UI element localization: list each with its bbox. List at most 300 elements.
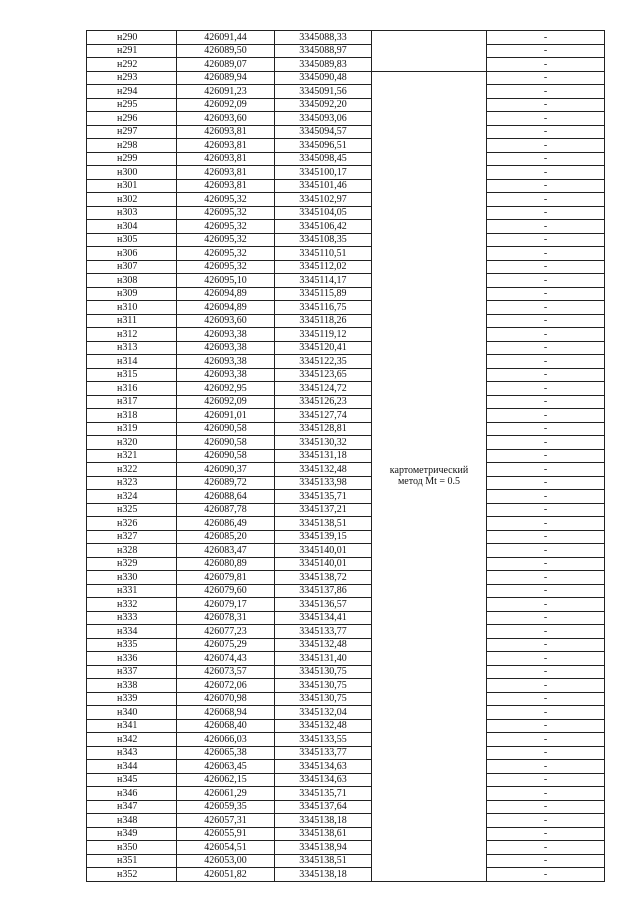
note-cell: - (487, 611, 605, 625)
table-row (87, 152, 605, 166)
y-coordinate-cell: 3345134,41 (275, 611, 372, 625)
note-cell: - (487, 530, 605, 544)
x-coordinate-cell: 426095,32 (177, 220, 275, 234)
note-cell: - (487, 638, 605, 652)
table-row (87, 706, 605, 720)
table-row (87, 611, 605, 625)
x-coordinate-cell: 426061,29 (177, 787, 275, 801)
note-cell: - (487, 112, 605, 126)
table-row (87, 733, 605, 747)
table-row (87, 58, 605, 72)
x-coordinate-cell: 426095,32 (177, 260, 275, 274)
table-row (87, 544, 605, 558)
y-coordinate-cell: 3345118,26 (275, 314, 372, 328)
point-id-cell: н349 (87, 827, 177, 841)
point-id-cell: н322 (87, 463, 177, 477)
x-coordinate-cell: 426054,51 (177, 841, 275, 855)
y-coordinate-cell: 3345133,77 (275, 746, 372, 760)
y-coordinate-cell: 3345088,33 (275, 31, 372, 45)
table-row (87, 125, 605, 139)
table-row (87, 139, 605, 153)
x-coordinate-cell: 426093,60 (177, 112, 275, 126)
point-id-cell: н304 (87, 220, 177, 234)
y-coordinate-cell: 3345098,45 (275, 152, 372, 166)
y-coordinate-cell: 3345138,61 (275, 827, 372, 841)
x-coordinate-cell: 426055,91 (177, 827, 275, 841)
table-row (87, 598, 605, 612)
note-cell: - (487, 58, 605, 72)
x-coordinate-cell: 426093,81 (177, 125, 275, 139)
x-coordinate-cell: 426059,35 (177, 800, 275, 814)
point-id-cell: н306 (87, 247, 177, 261)
point-id-cell: н291 (87, 44, 177, 58)
point-id-cell: н290 (87, 31, 177, 45)
note-cell: - (487, 665, 605, 679)
point-id-cell: н311 (87, 314, 177, 328)
x-coordinate-cell: 426095,32 (177, 233, 275, 247)
note-cell: - (487, 220, 605, 234)
table-row (87, 449, 605, 463)
point-id-cell: н339 (87, 692, 177, 706)
x-coordinate-cell: 426095,32 (177, 206, 275, 220)
table-row (87, 854, 605, 868)
coordinates-table (86, 30, 605, 882)
y-coordinate-cell: 3345133,55 (275, 733, 372, 747)
y-coordinate-cell: 3345139,15 (275, 530, 372, 544)
y-coordinate-cell: 3345094,57 (275, 125, 372, 139)
y-coordinate-cell: 3345140,01 (275, 544, 372, 558)
point-id-cell: н330 (87, 571, 177, 585)
table-row (87, 800, 605, 814)
note-cell: - (487, 476, 605, 490)
y-coordinate-cell: 3345092,20 (275, 98, 372, 112)
point-id-cell: н341 (87, 719, 177, 733)
y-coordinate-cell: 3345124,72 (275, 382, 372, 396)
point-id-cell: н325 (87, 503, 177, 517)
note-cell: - (487, 409, 605, 423)
note-cell: - (487, 463, 605, 477)
x-coordinate-cell: 426091,23 (177, 85, 275, 99)
table-row (87, 341, 605, 355)
note-cell: - (487, 368, 605, 382)
x-coordinate-cell: 426090,58 (177, 436, 275, 450)
y-coordinate-cell: 3345133,77 (275, 625, 372, 639)
point-id-cell: н342 (87, 733, 177, 747)
y-coordinate-cell: 3345138,51 (275, 854, 372, 868)
point-id-cell: н303 (87, 206, 177, 220)
point-id-cell: н305 (87, 233, 177, 247)
point-id-cell: н310 (87, 301, 177, 315)
note-cell: - (487, 152, 605, 166)
y-coordinate-cell: 3345138,18 (275, 814, 372, 828)
note-cell: - (487, 287, 605, 301)
point-id-cell: н328 (87, 544, 177, 558)
y-coordinate-cell: 3345138,18 (275, 868, 372, 882)
x-coordinate-cell: 426092,09 (177, 395, 275, 409)
x-coordinate-cell: 426095,32 (177, 193, 275, 207)
y-coordinate-cell: 3345138,94 (275, 841, 372, 855)
table-row (87, 247, 605, 261)
table-row (87, 233, 605, 247)
x-coordinate-cell: 426066,03 (177, 733, 275, 747)
note-cell: - (487, 31, 605, 45)
note-cell: - (487, 719, 605, 733)
point-id-cell: н337 (87, 665, 177, 679)
point-id-cell: н309 (87, 287, 177, 301)
point-id-cell: н302 (87, 193, 177, 207)
point-id-cell: н295 (87, 98, 177, 112)
y-coordinate-cell: 3345112,02 (275, 260, 372, 274)
table-row (87, 760, 605, 774)
note-cell: - (487, 233, 605, 247)
y-coordinate-cell: 3345090,48 (275, 71, 372, 85)
note-cell: - (487, 827, 605, 841)
table-row (87, 719, 605, 733)
point-id-cell: н347 (87, 800, 177, 814)
x-coordinate-cell: 426073,57 (177, 665, 275, 679)
table-row (87, 557, 605, 571)
y-coordinate-cell: 3345136,57 (275, 598, 372, 612)
x-coordinate-cell: 426053,00 (177, 854, 275, 868)
x-coordinate-cell: 426087,78 (177, 503, 275, 517)
note-cell: - (487, 679, 605, 693)
note-cell: - (487, 706, 605, 720)
note-cell: - (487, 98, 605, 112)
point-id-cell: н318 (87, 409, 177, 423)
note-cell: - (487, 314, 605, 328)
note-cell: - (487, 544, 605, 558)
y-coordinate-cell: 3345138,51 (275, 517, 372, 531)
point-id-cell: н346 (87, 787, 177, 801)
note-cell: - (487, 692, 605, 706)
x-coordinate-cell: 426089,50 (177, 44, 275, 58)
x-coordinate-cell: 426094,89 (177, 301, 275, 315)
y-coordinate-cell: 3345123,65 (275, 368, 372, 382)
table-row (87, 44, 605, 58)
x-coordinate-cell: 426051,82 (177, 868, 275, 882)
x-coordinate-cell: 426079,17 (177, 598, 275, 612)
y-coordinate-cell: 3345133,98 (275, 476, 372, 490)
y-coordinate-cell: 3345130,32 (275, 436, 372, 450)
method-line-2: метод Mt = 0.5 (397, 476, 461, 487)
note-cell: - (487, 571, 605, 585)
note-cell: - (487, 436, 605, 450)
y-coordinate-cell: 3345126,23 (275, 395, 372, 409)
point-id-cell: н313 (87, 341, 177, 355)
y-coordinate-cell: 3345101,46 (275, 179, 372, 193)
note-cell: - (487, 814, 605, 828)
y-coordinate-cell: 3345120,41 (275, 341, 372, 355)
y-coordinate-cell: 3345128,81 (275, 422, 372, 436)
y-coordinate-cell: 3345091,56 (275, 85, 372, 99)
coordinates-table-body (87, 31, 605, 882)
y-coordinate-cell: 3345134,63 (275, 760, 372, 774)
table-row (87, 665, 605, 679)
table-row (87, 314, 605, 328)
table-row (87, 517, 605, 531)
note-cell: - (487, 449, 605, 463)
note-cell: - (487, 179, 605, 193)
note-cell: - (487, 733, 605, 747)
x-coordinate-cell: 426093,81 (177, 166, 275, 180)
method-cell (372, 71, 487, 881)
note-cell: - (487, 868, 605, 882)
table-row (87, 463, 605, 477)
point-id-cell: н299 (87, 152, 177, 166)
note-cell: - (487, 422, 605, 436)
y-coordinate-cell: 3345102,97 (275, 193, 372, 207)
y-coordinate-cell: 3345131,40 (275, 652, 372, 666)
table-row (87, 166, 605, 180)
x-coordinate-cell: 426093,38 (177, 341, 275, 355)
y-coordinate-cell: 3345108,35 (275, 233, 372, 247)
x-coordinate-cell: 426065,38 (177, 746, 275, 760)
table-row (87, 625, 605, 639)
x-coordinate-cell: 426080,89 (177, 557, 275, 571)
note-cell: - (487, 382, 605, 396)
note-cell: - (487, 260, 605, 274)
x-coordinate-cell: 426093,81 (177, 139, 275, 153)
table-row (87, 220, 605, 234)
point-id-cell: н324 (87, 490, 177, 504)
x-coordinate-cell: 426057,31 (177, 814, 275, 828)
note-cell: - (487, 787, 605, 801)
note-cell: - (487, 517, 605, 531)
table-row (87, 476, 605, 490)
note-cell: - (487, 301, 605, 315)
point-id-cell: н352 (87, 868, 177, 882)
y-coordinate-cell: 3345122,35 (275, 355, 372, 369)
x-coordinate-cell: 426072,06 (177, 679, 275, 693)
table-row (87, 571, 605, 585)
note-cell: - (487, 341, 605, 355)
x-coordinate-cell: 426088,64 (177, 490, 275, 504)
table-row (87, 287, 605, 301)
note-cell: - (487, 490, 605, 504)
point-id-cell: н293 (87, 71, 177, 85)
x-coordinate-cell: 426089,07 (177, 58, 275, 72)
point-id-cell: н300 (87, 166, 177, 180)
table-row (87, 355, 605, 369)
x-coordinate-cell: 426095,32 (177, 247, 275, 261)
point-id-cell: н320 (87, 436, 177, 450)
note-cell: - (487, 139, 605, 153)
table-row (87, 652, 605, 666)
y-coordinate-cell: 3345127,74 (275, 409, 372, 423)
y-coordinate-cell: 3345130,75 (275, 665, 372, 679)
y-coordinate-cell: 3345135,71 (275, 490, 372, 504)
y-coordinate-cell: 3345089,83 (275, 58, 372, 72)
x-coordinate-cell: 426091,01 (177, 409, 275, 423)
note-cell: - (487, 625, 605, 639)
point-id-cell: н351 (87, 854, 177, 868)
x-coordinate-cell: 426090,58 (177, 449, 275, 463)
note-cell: - (487, 760, 605, 774)
table-row (87, 787, 605, 801)
table-row (87, 773, 605, 787)
point-id-cell: н343 (87, 746, 177, 760)
point-id-cell: н294 (87, 85, 177, 99)
y-coordinate-cell: 3345093,06 (275, 112, 372, 126)
x-coordinate-cell: 426083,47 (177, 544, 275, 558)
x-coordinate-cell: 426090,58 (177, 422, 275, 436)
note-cell: - (487, 557, 605, 571)
point-id-cell: н340 (87, 706, 177, 720)
note-cell: - (487, 503, 605, 517)
point-id-cell: н312 (87, 328, 177, 342)
point-id-cell: н292 (87, 58, 177, 72)
table-row (87, 274, 605, 288)
x-coordinate-cell: 426089,72 (177, 476, 275, 490)
x-coordinate-cell: 426079,81 (177, 571, 275, 585)
x-coordinate-cell: 426085,20 (177, 530, 275, 544)
table-row (87, 395, 605, 409)
point-id-cell: н334 (87, 625, 177, 639)
x-coordinate-cell: 426077,23 (177, 625, 275, 639)
table-row (87, 638, 605, 652)
note-cell: - (487, 166, 605, 180)
y-coordinate-cell: 3345132,48 (275, 463, 372, 477)
y-coordinate-cell: 3345138,72 (275, 571, 372, 585)
point-id-cell: н350 (87, 841, 177, 855)
table-row (87, 112, 605, 126)
table-row (87, 827, 605, 841)
point-id-cell: н301 (87, 179, 177, 193)
point-id-cell: н317 (87, 395, 177, 409)
y-coordinate-cell: 3345096,51 (275, 139, 372, 153)
note-cell: - (487, 71, 605, 85)
table-row (87, 98, 605, 112)
y-coordinate-cell: 3345088,97 (275, 44, 372, 58)
table-row (87, 746, 605, 760)
point-id-cell: н345 (87, 773, 177, 787)
table-row (87, 193, 605, 207)
table-row (87, 490, 605, 504)
x-coordinate-cell: 426093,38 (177, 328, 275, 342)
table-row (87, 328, 605, 342)
x-coordinate-cell: 426092,95 (177, 382, 275, 396)
point-id-cell: н296 (87, 112, 177, 126)
y-coordinate-cell: 3345140,01 (275, 557, 372, 571)
note-cell: - (487, 206, 605, 220)
point-id-cell: н331 (87, 584, 177, 598)
note-cell: - (487, 746, 605, 760)
note-cell: - (487, 247, 605, 261)
point-id-cell: н329 (87, 557, 177, 571)
point-id-cell: н333 (87, 611, 177, 625)
note-cell: - (487, 355, 605, 369)
note-cell: - (487, 584, 605, 598)
x-coordinate-cell: 426078,31 (177, 611, 275, 625)
table-row (87, 206, 605, 220)
x-coordinate-cell: 426095,10 (177, 274, 275, 288)
x-coordinate-cell: 426079,60 (177, 584, 275, 598)
note-cell: - (487, 773, 605, 787)
point-id-cell: н326 (87, 517, 177, 531)
point-id-cell: н335 (87, 638, 177, 652)
table-row (87, 71, 605, 85)
note-cell: - (487, 125, 605, 139)
note-cell: - (487, 274, 605, 288)
point-id-cell: н297 (87, 125, 177, 139)
x-coordinate-cell: 426074,43 (177, 652, 275, 666)
note-cell: - (487, 85, 605, 99)
table-row (87, 382, 605, 396)
x-coordinate-cell: 426091,44 (177, 31, 275, 45)
point-id-cell: н348 (87, 814, 177, 828)
y-coordinate-cell: 3345114,17 (275, 274, 372, 288)
method-line-1: картометрический (389, 465, 469, 476)
x-coordinate-cell: 426090,37 (177, 463, 275, 477)
y-coordinate-cell: 3345132,04 (275, 706, 372, 720)
note-cell: - (487, 598, 605, 612)
y-coordinate-cell: 3345134,63 (275, 773, 372, 787)
point-id-cell: н308 (87, 274, 177, 288)
x-coordinate-cell: 426062,15 (177, 773, 275, 787)
x-coordinate-cell: 426070,98 (177, 692, 275, 706)
table-row (87, 368, 605, 382)
x-coordinate-cell: 426093,81 (177, 152, 275, 166)
table-row (87, 85, 605, 99)
y-coordinate-cell: 3345130,75 (275, 692, 372, 706)
note-cell: - (487, 44, 605, 58)
x-coordinate-cell: 426094,89 (177, 287, 275, 301)
note-cell: - (487, 652, 605, 666)
point-id-cell: н307 (87, 260, 177, 274)
table-row (87, 679, 605, 693)
point-id-cell: н338 (87, 679, 177, 693)
note-cell: - (487, 841, 605, 855)
point-id-cell: н298 (87, 139, 177, 153)
x-coordinate-cell: 426093,81 (177, 179, 275, 193)
point-id-cell: н323 (87, 476, 177, 490)
y-coordinate-cell: 3345130,75 (275, 679, 372, 693)
table-row (87, 260, 605, 274)
table-row (87, 868, 605, 882)
table-row (87, 422, 605, 436)
y-coordinate-cell: 3345119,12 (275, 328, 372, 342)
x-coordinate-cell: 426093,38 (177, 368, 275, 382)
table-row (87, 530, 605, 544)
x-coordinate-cell: 426068,40 (177, 719, 275, 733)
x-coordinate-cell: 426089,94 (177, 71, 275, 85)
point-id-cell: н315 (87, 368, 177, 382)
point-id-cell: н327 (87, 530, 177, 544)
x-coordinate-cell: 426093,38 (177, 355, 275, 369)
x-coordinate-cell: 426093,60 (177, 314, 275, 328)
point-id-cell: н332 (87, 598, 177, 612)
y-coordinate-cell: 3345132,48 (275, 719, 372, 733)
note-cell: - (487, 800, 605, 814)
table-row (87, 31, 605, 45)
y-coordinate-cell: 3345116,75 (275, 301, 372, 315)
point-id-cell: н316 (87, 382, 177, 396)
x-coordinate-cell: 426075,29 (177, 638, 275, 652)
x-coordinate-cell: 426068,94 (177, 706, 275, 720)
table-row (87, 841, 605, 855)
table-row (87, 179, 605, 193)
y-coordinate-cell: 3345110,51 (275, 247, 372, 261)
point-id-cell: н336 (87, 652, 177, 666)
y-coordinate-cell: 3345137,21 (275, 503, 372, 517)
y-coordinate-cell: 3345131,18 (275, 449, 372, 463)
point-id-cell: н314 (87, 355, 177, 369)
note-cell: - (487, 193, 605, 207)
note-cell: - (487, 395, 605, 409)
point-id-cell: н319 (87, 422, 177, 436)
note-cell: - (487, 854, 605, 868)
point-id-cell: н344 (87, 760, 177, 774)
